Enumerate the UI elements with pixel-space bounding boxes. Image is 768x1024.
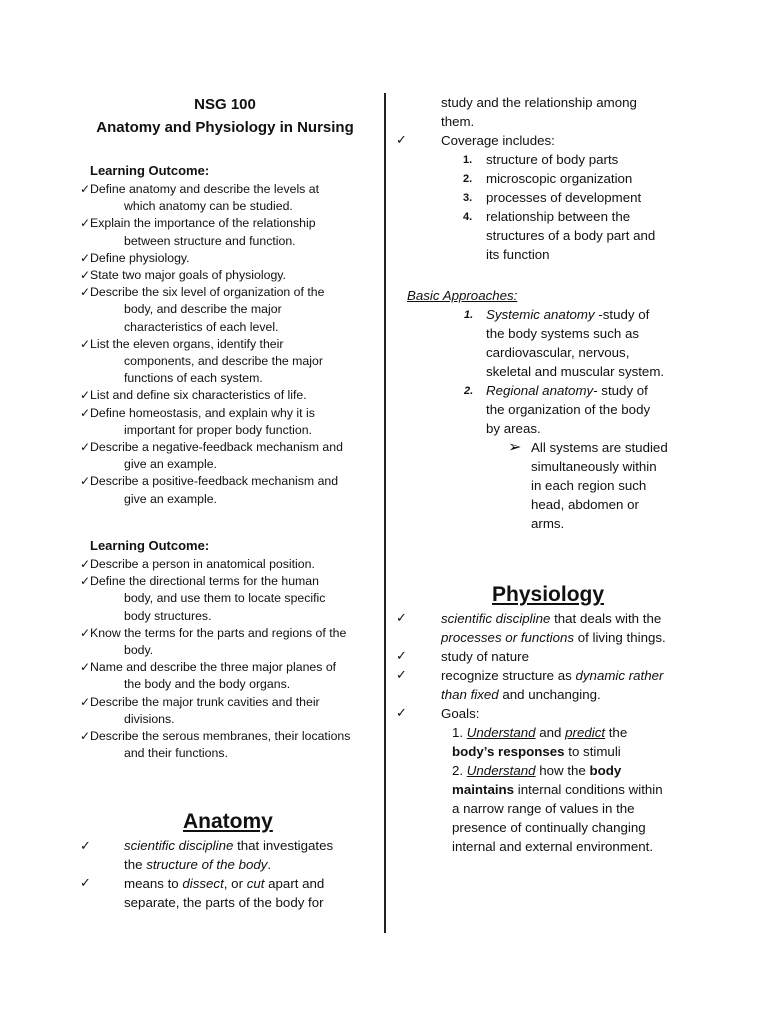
coverage-item: relationship between the xyxy=(486,209,631,224)
anatomy-definition-line-1: scientific discipline that investigates xyxy=(124,838,334,853)
check-icon: ✓ xyxy=(80,474,91,489)
item-text: Describe a negative-feedback mechanism and xyxy=(90,440,343,455)
check-icon: ✓ xyxy=(396,667,407,682)
approach-2-text: the organization of the body xyxy=(486,402,651,417)
item-text-continued: divisions. xyxy=(124,711,175,726)
physiology-goals-label: Goals: xyxy=(441,706,480,721)
regional-note-line: All systems are studied xyxy=(531,440,668,455)
learning-outcome-item xyxy=(80,405,365,439)
item-text: Define homeostasis, and explain why it is xyxy=(90,405,315,420)
item-text: Define anatomy and describe the levels at xyxy=(90,182,319,196)
physiology-structure-line-1: recognize structure as dynamic rather xyxy=(441,668,664,683)
goal-2-text: a narrow range of values in the xyxy=(452,801,635,816)
item-text-continued: between structure and function. xyxy=(124,233,296,248)
anatomy-cont-line-2: them. xyxy=(441,114,475,129)
item-text-continued: body. xyxy=(124,643,154,658)
coverage-item: its function xyxy=(486,247,550,262)
check-icon: ✓ xyxy=(80,557,91,571)
check-icon: ✓ xyxy=(80,875,91,890)
learning-outcome-item xyxy=(80,215,365,249)
item-text-continued: body, and describe the major xyxy=(124,302,282,317)
anatomy-dissect-line-2: separate, the parts of the body for xyxy=(124,895,324,910)
item-text: Describe the major trunk cavities and their xyxy=(90,694,320,709)
item-text-continued: which anatomy can be studied. xyxy=(124,199,293,214)
learning-outcome-item xyxy=(80,728,365,762)
coverage-number: 2. xyxy=(463,173,473,185)
learning-outcome-heading-1: Learning Outcome: xyxy=(90,163,210,178)
learning-outcome-item xyxy=(80,573,365,625)
goal-2-text: presence of continually changing xyxy=(452,820,646,835)
coverage-item: processes of development xyxy=(486,190,642,205)
check-icon: ✓ xyxy=(80,660,91,675)
learning-outcome-item xyxy=(80,556,365,573)
item-text-continued: give an example. xyxy=(124,457,217,472)
item-text-continued: give an example. xyxy=(124,491,217,506)
item-text-continued: components, and describe the major xyxy=(124,354,323,369)
physiology-definition-line-2: processes or functions of living things. xyxy=(441,630,666,645)
item-text: Name and describe the three major planes of xyxy=(90,660,337,675)
learning-outcome-item xyxy=(80,387,365,404)
learning-outcome-item xyxy=(80,473,365,507)
course-code: NSG 100 xyxy=(194,96,256,113)
item-text-continued: body structures. xyxy=(124,608,212,623)
check-icon: ✓ xyxy=(80,182,91,196)
learning-outcome-item xyxy=(80,625,365,659)
check-icon: ✓ xyxy=(80,694,91,709)
arrow-bullet-icon: ➢ xyxy=(508,439,522,456)
regional-note-line: arms. xyxy=(531,516,565,531)
approach-2-line-1: Regional anatomy- study of xyxy=(486,383,648,398)
item-text: Describe a positive-feedback mechanism and xyxy=(90,474,339,489)
check-icon: ✓ xyxy=(396,705,407,720)
item-text-continued: important for proper body function. xyxy=(124,422,312,437)
check-icon: ✓ xyxy=(80,625,91,640)
coverage-number: 1. xyxy=(463,154,473,166)
anatomy-cont-line-1: study and the relationship among xyxy=(441,95,637,110)
physiology-nature: study of nature xyxy=(441,649,529,664)
check-icon: ✓ xyxy=(80,388,91,403)
regional-note-line: head, abdomen or xyxy=(531,497,639,512)
coverage-item: structure of body parts xyxy=(486,152,619,167)
column-divider xyxy=(384,93,386,933)
item-text: Describe a person in anatomical position. xyxy=(90,557,315,571)
item-text: Know the terms for the parts and regions of the xyxy=(90,625,347,640)
approach-number-2: 2. xyxy=(464,385,474,397)
item-text-continued: the body and the body organs. xyxy=(124,677,291,692)
check-icon: ✓ xyxy=(80,216,91,231)
approach-1-text: the body systems such as xyxy=(486,326,639,341)
coverage-item: structures of a body part and xyxy=(486,228,656,243)
basic-approaches-heading: Basic Approaches: xyxy=(407,288,518,303)
goal-2-line-1: 2. Understand how the body xyxy=(452,763,622,778)
check-icon: ✓ xyxy=(80,838,91,853)
coverage-number: 3. xyxy=(463,192,473,204)
goal-2-line-2: maintains internal conditions within xyxy=(452,782,663,797)
approach-1-text: skeletal and muscular system. xyxy=(486,364,665,379)
check-icon: ✓ xyxy=(80,574,91,589)
coverage-item: microscopic organization xyxy=(486,171,633,186)
item-text: Explain the importance of the relationship xyxy=(90,216,316,231)
check-icon: ✓ xyxy=(80,285,91,300)
learning-outcome-item xyxy=(80,659,365,693)
item-text: Define the directional terms for the human xyxy=(90,574,319,589)
approach-1-line-1: Systemic anatomy -study of xyxy=(486,307,650,322)
item-text-continued: characteristics of each level. xyxy=(124,319,279,334)
learning-outcome-item xyxy=(80,336,365,388)
learning-outcome-list-1 xyxy=(80,181,365,508)
item-text: List the eleven organs, identify their xyxy=(90,336,284,351)
item-text: State two major goals of physiology. xyxy=(90,268,286,283)
page-title: Anatomy and Physiology in Nursing xyxy=(96,119,354,136)
check-icon: ✓ xyxy=(80,250,91,265)
check-icon: ✓ xyxy=(396,132,407,147)
anatomy-definition-line-2: the structure of the body. xyxy=(124,857,272,872)
goal-2-text: internal and external environment. xyxy=(452,839,654,854)
coverage-label: Coverage includes: xyxy=(441,133,555,148)
check-icon: ✓ xyxy=(396,610,407,625)
check-icon: ✓ xyxy=(80,336,91,351)
learning-outcome-item xyxy=(80,694,365,728)
anatomy-dissect-line-1: means to dissect, or cut apart and xyxy=(124,876,325,891)
physiology-definition-line-1: scientific discipline that deals with the xyxy=(441,611,662,626)
item-text-continued: and their functions. xyxy=(124,746,228,761)
item-text: Describe the six level of organization of the xyxy=(90,285,325,300)
learning-outcome-heading-2: Learning Outcome: xyxy=(90,538,210,553)
coverage-number: 4. xyxy=(463,211,473,223)
approach-1-text: cardiovascular, nervous, xyxy=(486,345,630,360)
regional-note-line: simultaneously within xyxy=(531,459,657,474)
check-icon: ✓ xyxy=(80,729,91,744)
goal-1-line-2: body’s responses to stimuli xyxy=(452,744,621,759)
learning-outcome-list-2 xyxy=(80,556,365,762)
check-icon: ✓ xyxy=(80,268,91,283)
approach-number-1: 1. xyxy=(464,309,474,321)
item-text-continued: functions of each system. xyxy=(124,371,263,386)
item-text: Describe the serous membranes, their locations xyxy=(90,729,351,744)
goal-1-line-1: 1. Understand and predict the xyxy=(452,725,628,740)
learning-outcome-item xyxy=(80,250,365,267)
check-icon: ✓ xyxy=(80,405,91,420)
approach-2-text: by areas. xyxy=(486,421,541,436)
learning-outcome-item xyxy=(80,267,365,284)
check-icon: ✓ xyxy=(396,648,407,663)
anatomy-heading: Anatomy xyxy=(183,810,273,833)
physiology-heading: Physiology xyxy=(492,583,605,606)
physiology-structure-line-2: than fixed and unchanging. xyxy=(441,687,601,702)
item-text-continued: body, and use them to locate specific xyxy=(124,591,326,606)
check-icon: ✓ xyxy=(80,440,91,455)
item-text: Define physiology. xyxy=(90,250,190,265)
item-text: List and define six characteristics of life. xyxy=(90,388,307,403)
learning-outcome-item xyxy=(80,439,365,473)
learning-outcome-item xyxy=(80,284,365,336)
regional-note-line: in each region such xyxy=(531,478,647,493)
learning-outcome-item xyxy=(80,181,365,215)
